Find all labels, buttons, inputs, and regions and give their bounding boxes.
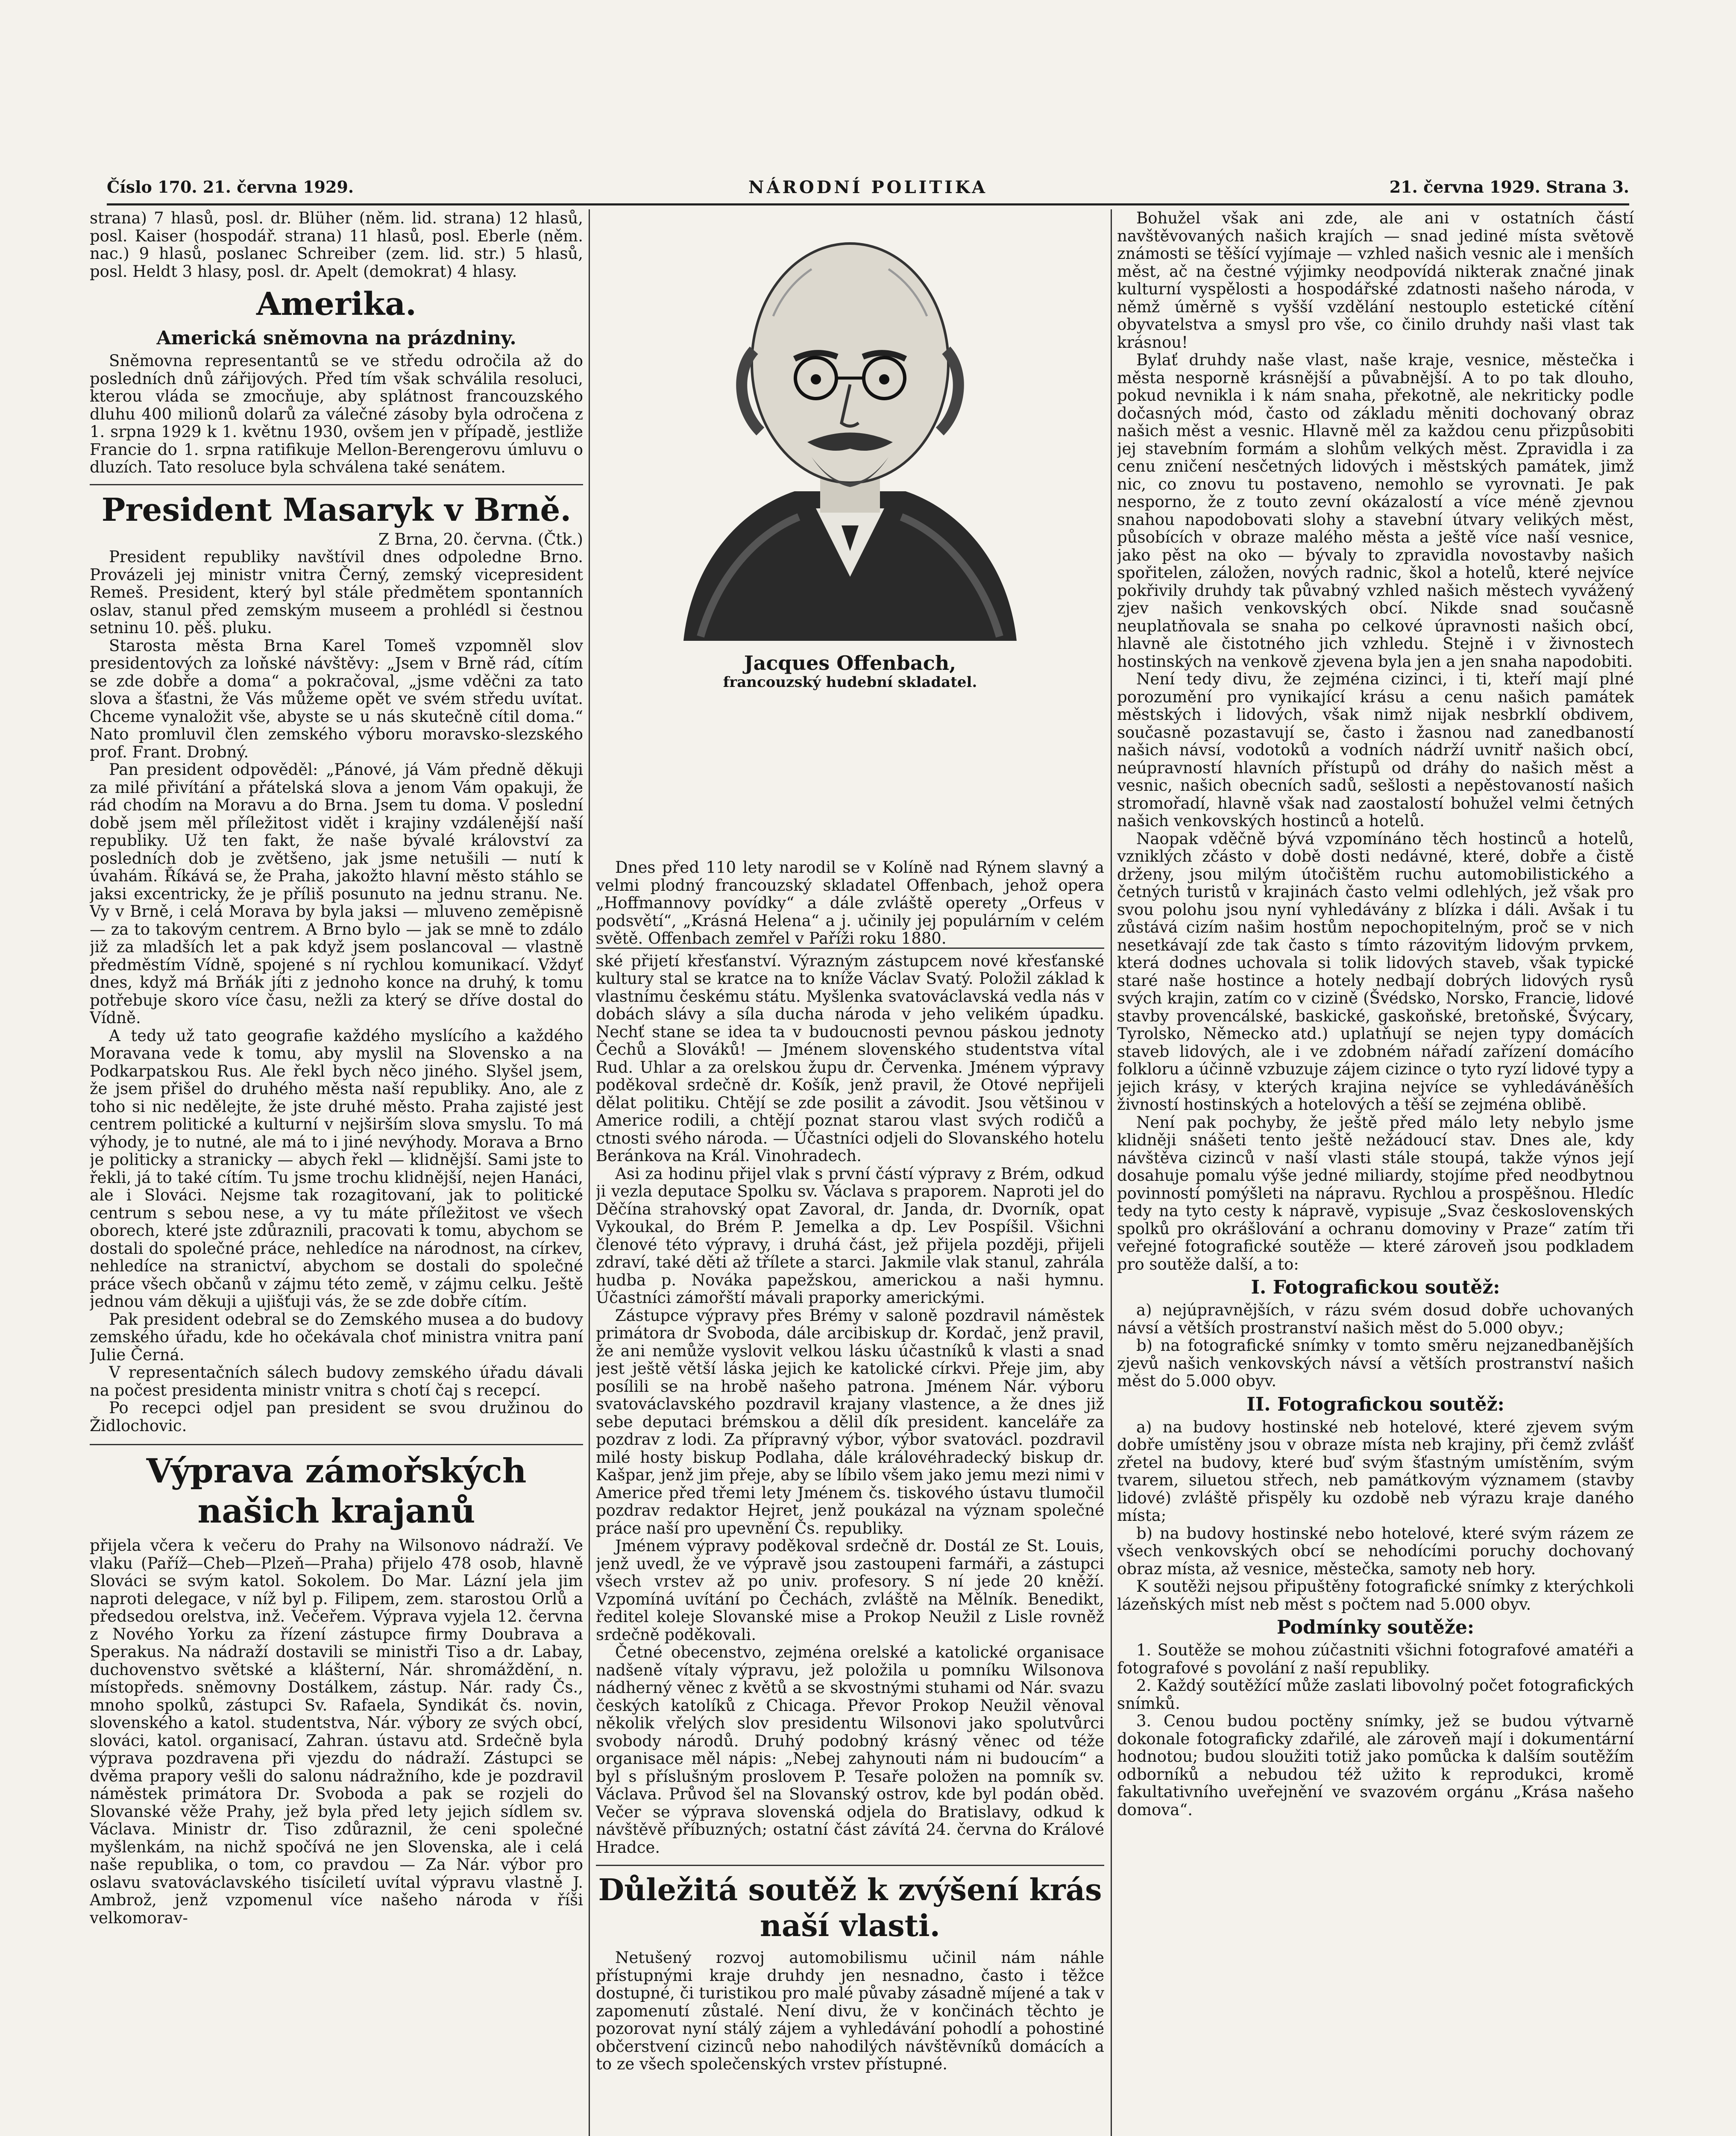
article-paragraph: Bylať druhdy naše vlast, naše kraje, vesnice, městečka i města nesporně krásnější a půvabnější. A to po tak dlouho, pokud nevnikla i k nám snaha, překotně, ale nekriticky podle dočasných mód, často od základu měniti dochovaný obraz našich měst a vesnic. Hlavně měl za každou cenu přizpůsobiti jej stavebním formám a slohům velkých měst. Zpravidla i za cenu zničení nesčetných lidových i městských památek, jimž nic, co znovu tu postaveno, nemohlo se vyrovnati. Je pak nesporno, že z touto zevní okázalostí a více méně zjevnou snahou napodobovati slohy a stavební útvary velikých měst, působících v obraze malého města a ještě více naší vesnice, jako pěst na oko — bývaly to zpravidla novostavby našich spořitelen, záložen, nových radnic, škol a hotelů, které nejvíce pokřivily druhdy tak půvabný vzhled našich městech vyvážený zjev našich venkovských obcí. Nikde snad současně neuplatňovala se snaha po celkové úpravnosti našich obcí, hlavně ale čistotného jich vzhledu. Stejně i v živnostech hostinských na venkově zjevena byla jen a jen snaha napodobiti. [1117, 351, 1634, 671]
contest-item: a) na budovy hostinské neb hotelové, které zjevem svým dobře umístěny jsou v obraze místa neb krajiny, při čemž zvlášť zřetel na budovy, které buď svým šťastným umístěním, svým tvarem, siluetou střech, neb památkovým významem (stavby lidové) zvláště přispěly ku ozdobě neb výrazu kraje daného místa; [1117, 1417, 1634, 1525]
column-divider [1111, 209, 1112, 2136]
article-paragraph: přijela včera k večeru do Prahy na Wilsonovo nádraží. Ve vlaku (Paříž—Cheb—Plzeň—Praha) přijelo 478 osob, hlavně Slováci se svým katol. Sokolem. Do Mar. Lázní jela jim naproti delegace, v níž byl p. Filipem, zem. starostou Orlů a předsedou orelstva, inž. Večeřem. Výprava vyjela 12. června z Nového Yorku za řízení zástupce firmy Doubrava a Sperakus. Na nádraží dostavili se ministři Tiso a dr. Labay, duchovenstvo světské a klášterní, Nár. shromáždění, n. místopředs. sněmovny Dostálkem, zástup. Nár. rady Čs., mnoho spolků, zástupci Sv. Rafaela, Syndikát čs. novin, slovenského a katol. studentstva, Nár. výbory ze svých obcí, slováci, katol. organisací, Zahran. ústavu atd. Srdečně byla výprava pozdravena při vjezdu do nádraží. Zástupci se dvěma prapory vešli do salonu nádražního, kde je pozdravil náměstek primátora Dr. Svoboda a pak se rozjeli do Slovanské věže Prahy, jež byla před lety jejich sídlem sv. Václava. Ministr dr. Tiso zdůraznil, že ceni společné myšlenkám, na nichž spočívá ne jen Slovenska, ale i celá naše republika, o tom, co pravdou — Za Nár. výbor pro oslavu svatováclavského tisíciletí uvítal výpravu vlastně J. Ambrož, jenž vzpomenul více našeho národa v říši velkomorav- [90, 1536, 583, 1927]
article-paragraph: Není pak pochyby, že ještě před málo lety nebylo jsme klidněji snášeti tento ještě nežádoucí stav. Dnes ale, kdy návštěva cizinců v naší vlasti stále stoupá, takže výnos její dosahuje pomalu výše jedné miliardy, stojíme před neodbytnou povinností pomýšleti na nápravu. Rychlou a prospěšnou. Hledíc tedy na tyto cesty k nápravě, vypisuje „Svaz československých spolků pro okrášlování a ochranu domoviny v Praze“ zatím tři veřejné fotografické soutěže — které zároveň jsou podkladem pro soutěže další, a to: [1117, 1113, 1634, 1273]
condition-item: 2. Každý soutěžící může zaslati libovolný počet fotografických snímků. [1117, 1676, 1634, 1713]
portrait-caption-name: Jacques Offenbach, [744, 651, 956, 675]
contest-item: a) nejúpravnějších, v rázu svém dosud dobře uchovaných návsí a větších prostranství našich měst do 5.000 obyv.; [1117, 1301, 1634, 1337]
portrait-figure [596, 209, 1104, 859]
contest-heading-1: I. Fotografickou soutěž: [1251, 1276, 1500, 1298]
article-paragraph: A tedy už tato geografie každého myslícího a každého Moravana vede k tomu, aby myslil na Slovensko a na Podkarpatskou Rus. Ale řekl bych něco jiného. Slyšel jsem, že jsem přišel do druhého města naší republiky. Ano, ale z toho si nic nedělejte, že jste druhé město. Praha zajisté jest centrem politické a kulturní v nejširším slova smyslu. To má výhody, je to nutné, ale má to i jiné nevýhody. Morava a Brno je politicky a stranicky — abych řekl — klidnější. Sami jste to řekli, já to také cítím. Tu jsme trochu klidnější, nejen Hanáci, ale i Slováci. Nejsme tak rozagitovaní, jak to politické centrum s sebou nese, a vy tu máte příležitost ve všech oborech, které jste zdůraznili, pracovati k tomu, abychom se dostali do společné práce, nehledíce na národnost, na církev, nehledíce na stranictví, abychom se dostali do společné práce všech občanů v zájmu této země, v zájmu celku. Ještě jednou vám děkuji a ujišťuji vás, že se zde dobře cítím. [90, 1026, 583, 1311]
condition-item: 1. Soutěže se mohou zúčastniti všichni fotografové amatéři a fotografové s povolání z naší republiky. [1117, 1641, 1634, 1677]
contest-item: b) na budovy hostinské nebo hotelové, které svým rázem ze všech venkovských obcí se nehodícími poruchy dochovaný obraz místa, až vesnice, městečka, samoty neb hory. [1117, 1524, 1634, 1578]
contest-item: K soutěži nejsou připuštěny fotografické snímky z kterýchkoli lázeňských míst neb měst s počtem nad 5.000 obyv. [1117, 1577, 1634, 1614]
article-paragraph: Dnes před 110 lety narodil se v Kolíně nad Rýnem slavný a velmi plodný francouzský skladatel Offenbach, jehož opera „Hoffmannovy povídky“ a dále zvláště operety „Orfeus v podsvětí“, „Krásná Helena“ a j. učinily jej populárním v celém světě. Offenbach zemřel v Paříži roku 1880. [596, 858, 1104, 948]
article-headline-masaryk: President Masaryk v Brně. [90, 484, 583, 529]
article-paragraph: Sněmovna representantů se ve středu odročila až do posledních dnů zářijových. Před tím však schválila resoluci, kterou vláda se zmocňuje, aby splátnost francouzského dluhu 400 milionů dolarů za válečné zásoby byla odročena z 1. srpna 1929 k 1. květnu 1930, ovšem jen v případě, jestliže Francie do 1. srpna ratifikuje Mellon-Berengerovu úmluvu o dluzích. Tato resoluce byla schválena také senátem. [90, 352, 583, 476]
article-paragraph: Po recepci odjel pan president se svou družinou do Židlochovic. [90, 1399, 583, 1435]
column-left [90, 209, 583, 2136]
divider [596, 859, 1104, 949]
article-paragraph: V representačních sálech budovy zemského úřadu dávali na počest presidenta ministr vnitra s chotí čaj s recepcí. [90, 1363, 583, 1400]
section-heading-amerika: Amerika. [256, 286, 416, 323]
article-paragraph: Netušený rozvoj automobilismu učinil nám náhle přístupnými kraje druhdy jen nesnadno, často i těžce dostupné, či turistikou pro malé půvaby zásadně míjené a tak v zapomenutí zůstalé. Není divu, že v končinách těchto je pozorovat nyní stálý zájem a vyhledávání pohodlí a pohostiné občerstvení cizinců nebo nahodilých návštěvníků domácích a to ze všech společenských vrstev přístupné. [596, 1948, 1104, 2073]
dateline: Z Brna, 20. června. (Čtk.) [378, 530, 583, 549]
article-paragraph: Starosta města Brna Karel Tomeš vzpomněl slov presidentových za loňské návštěvy: „Jsem v Brně rád, cítím se zde dobře a doma“ a pokračoval, „jsme vděčni za tato slova a šťastni, že Vás můžeme opět ve svém středu uvítat. Chceme vynaložit vše, abyste se u nás skutečně cítil doma.“ Nato promluvil člen zemského výboru moravsko-slezského prof. Frant. Drobný. [90, 636, 583, 761]
article-paragraph: Zástupce výpravy přes Brémy v saloně pozdravil náměstek primátora dr Svoboda, dále arcibiskup dr. Kordač, jenž pravil, že ani nemůže vyslovit velkou lásku účastníků k vlasti a snad jest ještě větší láska jejich ke katolické církvi. Přeje jim, aby posílili se na hrobě našeho patrona. Jménem Nár. výboru svatováclavského pozdravil krajany vlastence, a že dnes již sebe deputaci brémskou a dělil dík president. kanceláře za pozdrav z lodi. Za přípravný výbor, výbor svatovácl. pozdravil milé hosty biskup Podlaha, dále královéhradecký biskup dr. Kašpar, jenž jim přeje, aby se líbilo všem jako jemu mezi nimi v Americe před třemi lety Jménem čs. tiskového ústavu tlumočil pozdrav redaktor Hejret, jenž poukázal na význam společné práce naší pro upevnění Čs. republiky. [596, 1306, 1104, 1537]
conditions-heading: Podmínky soutěže: [1276, 1617, 1475, 1638]
page-header [107, 177, 1629, 203]
condition-item: 3. Cenou budou poctěny snímky, jež se budou výtvarně dokonale fotograficky zdařilé, ale zároveň mají i dokumentární hodnotou; budou sloužiti totiž jako pomůcka k dalším soutěžím odborníků a nebudou též užito k reprodukci, kromě fakultativního uveřejnění ve svazovém orgánu „Krása našeho domova“. [1117, 1712, 1634, 1819]
article-subheading: Americká sněmovna na prázdniny. [156, 327, 516, 349]
article-paragraph: Pak president odebral se do Zemského musea a do budovy zemského úřadu, kde ho očekávala choť ministra vnitra paní Julie Černá. [90, 1310, 583, 1364]
contest-item: b) na fotografické snímky v tomto směru nejzanedbanějších zjevů našich venkovských návsí a větších prostranství našich měst do 5.000 obyv. [1117, 1336, 1634, 1390]
column-divider [589, 209, 590, 2136]
page-number-date: 21. června 1929. Strana 3. [1389, 177, 1629, 197]
article-paragraph: President republiky navštívil dnes odpoledne Brno. Provázeli jej ministr vnitra Černý, zemský vicepresident Remeš. President, který byl stále předmětem spontanních oslav, stanul před zemským museem a prohlédl si čestnou setninu 10. pěš. pluku. [90, 548, 583, 637]
article-paragraph: Jménem výpravy poděkoval srdečně dr. Dostál ze St. Louis, jenž uvedl, že ve výpravě jsou zastoupeni farmáři, a zástupci všech vrstev až po univ. profesory. S ní jede 20 kněží. Vzpomíná uvítání po Čechách, zvláště na Mělník. Benedikt, ředitel koleje Slovanské mise a Prokop Neužil z Lisle rovněž srdečně poděkovali. [596, 1537, 1104, 1644]
article-continuation: strana) 7 hlasů, posl. dr. Blüher (něm. lid. strana) 12 hlasů, posl. Kaiser (hospodář. strana) 11 hlasů, posl. Eberle (něm. nac.) 9 hlasů, poslanec Schreiber (zem. lid. str.) 5 hlasů, posl. Heldt 3 hlasy, posl. dr. Apelt (demokrat) 4 hlasy. [90, 209, 583, 281]
article-paragraph: Naopak vděčně bývá vzpomínáno těch hostinců a hotelů, vzniklých zčásto v době dosti nedávné, které, dobře a čistě drženy, jsou milým útočištěm ruchu automobilistického a četných turistů v krajinách často velmi odlehlých, jež však pro svou polohu jsou nyní vyhledávány z blízka i dáli. Avšak i tu zůstává cizím našim hostům nepochopitelným, proč se v nich nesetkávají zde tak často s tímto rázovitým lidovým prvkem, která dodnes uchovala si tolik lidových staveb, však typické staré naše hostince a hotely nedbají dobrých lidových rysů svých krajin, zatím co v cizině (Švédsko, Norsko, Francie, lidové stavby provencálské, baskické, gaskoňské, bretoňské, Švýcary, Tyrolsko, Německo atd.) uplatňují se nejen typy domácích staveb lidových, ale i ve zdobném nářadí zařízení domácího folkloru a účinně vzbuzuje zájem cizince o tyto ryzí lidové typy a jejich krásy, v kterých krajina nejvíce se vyhledáváněších živností hostinských a hotelových a těší se zejména oblibě. [1117, 829, 1634, 1114]
article-paragraph: Bohužel však ani zde, ale ani v ostatních částí navštěvovaných našich krajích — snad jediné místa světově známosti se těšící vyjímaje — vzhled našich vesnic ale i menších měst, ač na čestné výjimky neodpovídá nikterak značné jinak kulturní vyspělosti a hospodářské zdatnosti našeho národa, v němž úměrně s vyšší vzdělání nestouplo estetické cítění obyvatelstva a smysl pro vše, co činilo druhdy naši vlast tak krásnou! [1117, 209, 1634, 352]
article-paragraph: Četné obecenstvo, zejména orelské a katolické organisace nadšeně vítaly výpravu, jež položila u pomníku Wilsonova nádherný věnec z květů a se skvostnými stuhami od Nár. svazu českých katolíků z Chicaga. Převor Prokop Neužil věnoval několik vřelých slov presidentu Wilsonovi jako spolutvůrci svobody národů. Druhý podobný krásný věnec od téže organisace měl nápis: „Nebej zahynouti nám ni budoucím“ a byl s příslušným proslovem P. Tesaře položen na pomník sv. Václava. Průvod šel na Slovanský ostrov, kde byl podán oběd. Večer se výprava slovenská odjela do Bratislavy, odkud k návštěvě příbuzných; ostatní část závítá 24. června do Králové Hradce. [596, 1643, 1104, 1857]
masthead-title: NÁRODNÍ POLITIKA [748, 177, 988, 197]
column-middle [596, 209, 1104, 2136]
portrait-icon [658, 209, 1042, 641]
column-right [1117, 209, 1634, 2136]
header-rule [107, 203, 1629, 205]
article-headline-soutez: Důležitá soutěž k zvýšení krás naší vlasti. [596, 1865, 1104, 1944]
article-headline-vyprava: Výprava zámořských našich krajanů [90, 1444, 583, 1532]
article-continuation: ské přijetí křesťanství. Výrazným zástupcem nové křesťanské kultury stal se kratce na to kníže Václav Svatý. Položil základ k vlastnímu českému státu. Myšlenka svatováclavská vedla nás v dobách slávy a síla ducha národa v jeho velikém úpadku. Nechť stane se idea ta v budoucnosti pevnou páskou jednoty Čechů a Slováků! — Jménem slovenského studentstva vítal Rud. Uhlar a za orelskou župu dr. Červenka. Jménem výpravy poděkoval srdečně dr. Košík, jenž pravil, že Otové nepřijeli dělat politiku. Chtějí se zde posilit a závodit. Jsou většinou v Americe rodili, a chtějí poznat starou vlast svých rodičů a ctnosti svého národa. — Účastníci odjeli do Slovanského hotelu Beránkova na Král. Vinohradech. [596, 951, 1104, 1165]
article-paragraph: Není tedy divu, že zejména cizinci, i ti, kteří mají plné porozumění pro vynikající krásu a cenu našich památek městských i lidových, však nimž nijak nesbrklí obdivem, současně pozastavují se, často i žasnou nad zanedbaností našich návsí, vodotoků a vodních nádrží uvnitř našich obcí, neúpravností hlavních přístupů od dráhy do našich měst a vesnic, našich obecních sadů, sešlosti a nepěstovaností našich stromořadí, hlavně však nad zaostalostí bohužel velmi četných našich venkovských hostinců a hotelů. [1117, 670, 1634, 830]
contest-heading-2: II. Fotografickou soutěž: [1246, 1393, 1504, 1415]
portrait-caption-subtitle: francouzský hudební skladatel. [723, 673, 977, 691]
article-paragraph: Asi za hodinu přijel vlak s první částí výpravy z Brém, odkud ji vezla deputace Spolku sv. Václava s praporem. Naproti jel do Děčína strahovský opat Zavoral, dr. Janda, dr. Dvorník, opat Vykoukal, do Brém P. Jemelka a dp. Lev Pospíšil. Všichni členové této výpravy, i druhá část, jež přijela později, přijeli zdraví, také děti až třílete a starci. Jakmile vlak stanul, zahrála hudba p. Nováka papežskou, americkou a naši hymnu. Účastníci zámořští mávali praporky americkými. [596, 1164, 1104, 1307]
article-paragraph: Pan president odpověděl: „Pánové, já Vám předně děkuji za milé přivítání a přátelská slova a jenom Vám opakuji, že rád chodím na Moravu a do Brna. Jsem tu doma. V poslední době jsem měl příležitost vidět i krajiny vzdálenější naší republiky. Už ten fakt, že naše bývalé království za posledních dob je zvětšeno, jak jsme netušili — nutí k úvahám. Říkává se, že Praha, jakožto hlavní město stáhlo se jaksi excentricky, že je příliš posunuto na jednu stranu. Ne. Vy v Brně, i celá Morava by byla jaksi — mluveno zeměpisně — za to takovým centrem. A Brno bylo — jak se mně to zdálo již za mladších let a pak když jsem poslancoval — vlastně předměstím Vídně, spojené s ní rychlou komunikací. Vždyť dnes, když má Brňák jíti z jednoho konce na druhý, k tomu potřebuje skoro více času, nežli za který se dříve dostal do Vídně. [90, 760, 583, 1027]
issue-number-date: Číslo 170. 21. června 1929. [107, 177, 354, 197]
